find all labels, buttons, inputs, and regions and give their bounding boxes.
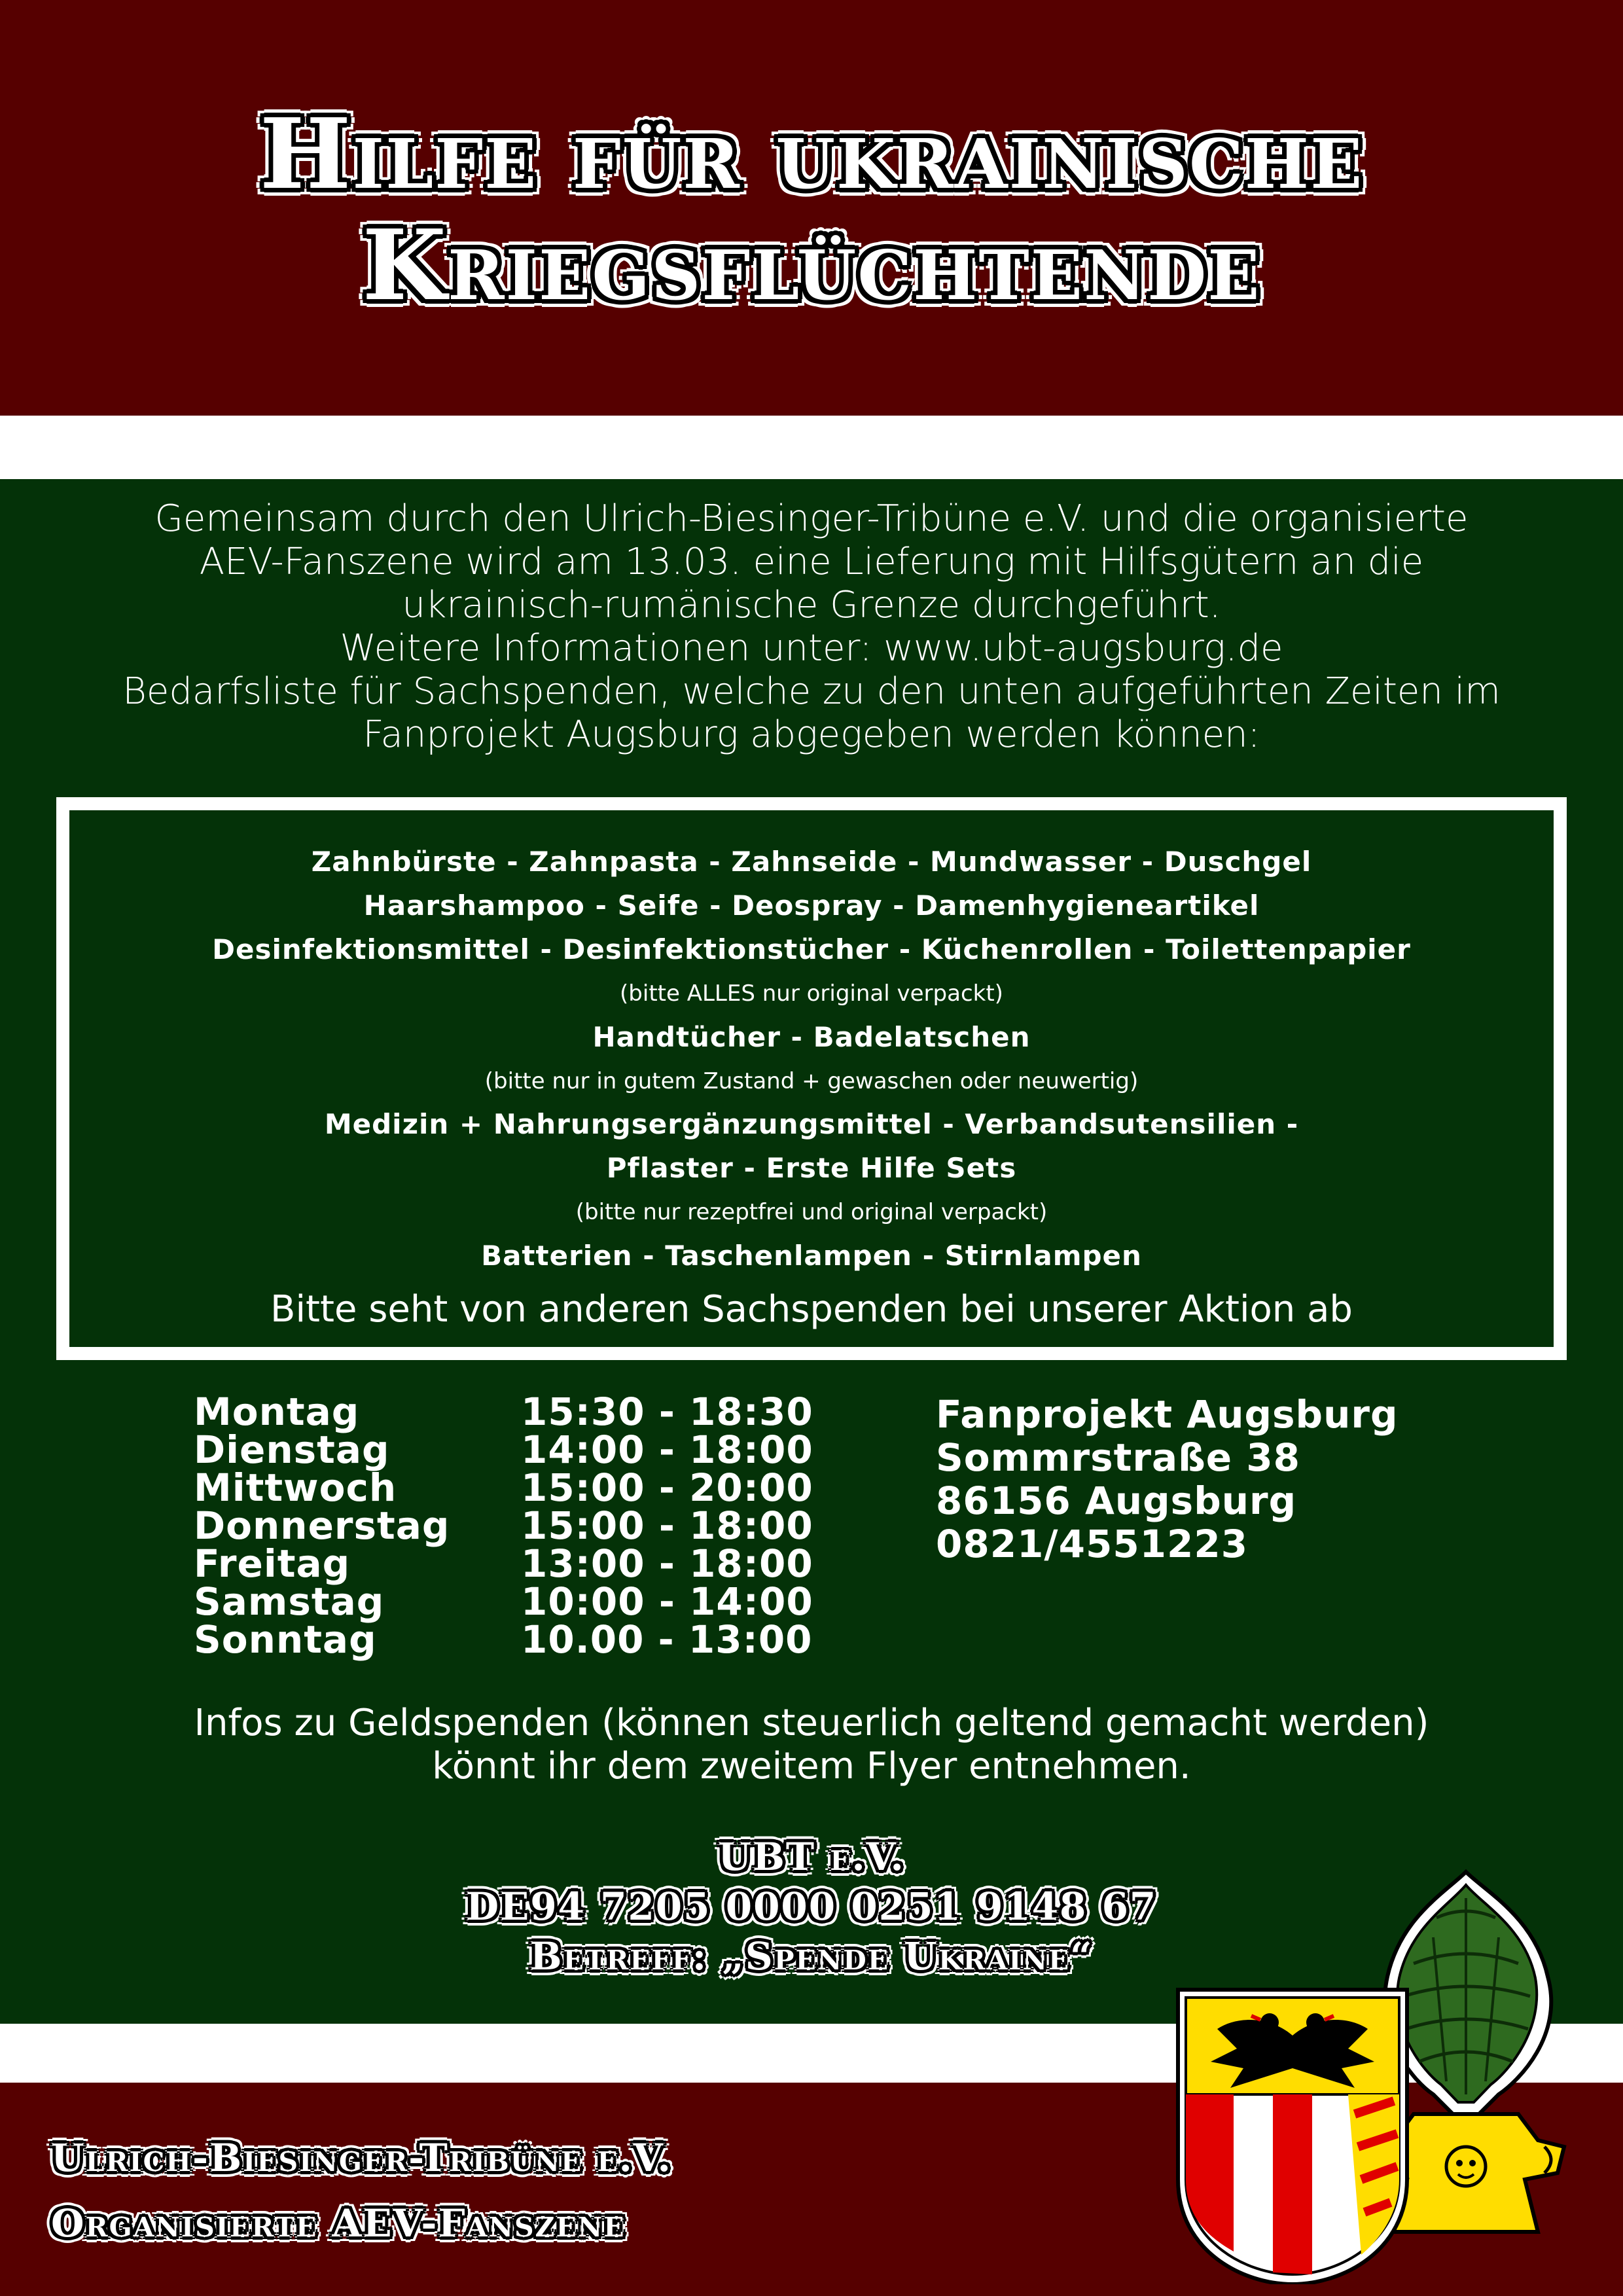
hours-day: Montag — [194, 1390, 360, 1434]
needs-list-line: Desinfektionsmittel - Desinfektionstücher - Küchenrollen - Toilettenpapier — [212, 933, 1411, 965]
address-block — [936, 1393, 1398, 1566]
needs-list-note: (bitte nur rezeptfrei und original verpackt) — [575, 1199, 1048, 1225]
intro-line: ukrainisch-rumänische Grenze durchgeführt. — [402, 584, 1221, 626]
hours-time: 15:00 - 18:00 — [521, 1503, 813, 1548]
hours-time: 14:00 - 18:00 — [521, 1427, 813, 1472]
hours-day: Freitag — [194, 1541, 351, 1586]
address-phone: 0821/4551223 — [936, 1522, 1249, 1566]
address-street: Sommrstraße 38 — [936, 1435, 1301, 1480]
coat-of-arms-emblem — [1171, 1865, 1590, 2284]
pine-cone-icon — [1385, 1872, 1551, 2114]
intro-line: Gemeinsam durch den Ulrich-Biesinger-Tribüne e.V. und die organisierte — [154, 497, 1469, 540]
money-info-line: könnt ihr dem zweitem Flyer entnehmen. — [432, 1745, 1191, 1787]
needs-list-line: Handtücher - Badelatschen — [592, 1021, 1031, 1053]
hours-time: 15:00 - 20:00 — [521, 1465, 813, 1510]
hours-day: Sonntag — [194, 1617, 377, 1662]
needs-list-line: Pflaster - Erste Hilfe Sets — [606, 1152, 1017, 1184]
hours-day: Samstag — [194, 1579, 385, 1624]
hours-time: 15:30 - 18:30 — [521, 1390, 813, 1434]
needs-list-line: Haarshampoo - Seife - Deospray - Damenhygieneartikel — [363, 889, 1260, 922]
needs-list-note: (bitte nur in gutem Zustand + gewaschen oder neuwertig) — [484, 1068, 1139, 1094]
title-line-2: Kriegsflüchtende — [362, 208, 1261, 322]
hours-time: 13:00 - 18:00 — [521, 1541, 813, 1586]
hours-day: Mittwoch — [194, 1465, 397, 1510]
needs-list-line: Medizin + Nahrungsergänzungsmittel - Verbandsutensilien - — [324, 1108, 1299, 1140]
needs-list-note: (bitte ALLES nur original verpackt) — [620, 980, 1003, 1007]
intro-line: Bedarfsliste für Sachspenden, welche zu den unten aufgeführten Zeiten im — [122, 670, 1501, 713]
needs-list-line: Batterien - Taschenlampen - Stirnlampen — [481, 1240, 1142, 1272]
bank-reference: Betreff: „Spende Ukraine“ — [529, 1934, 1094, 1979]
hours-time: 10:00 - 14:00 — [521, 1579, 813, 1624]
money-donation-info — [92, 1702, 1531, 1788]
needs-list-box — [56, 797, 1567, 1360]
intro-line: AEV-Fanszene wird am 13.03. eine Lieferung mit Hilfsgütern an die — [199, 541, 1424, 583]
intro-text — [92, 497, 1531, 757]
address-city: 86156 Augsburg — [936, 1479, 1297, 1523]
hours-day: Donnerstag — [194, 1503, 450, 1548]
address-name: Fanprojekt Augsburg — [936, 1392, 1399, 1437]
title-line-1: Hilfe für ukrainische — [259, 97, 1364, 211]
footer-line-1: Ulrich-Biesinger-Tribüne e.V. — [51, 2136, 672, 2180]
needs-list-line: Zahnbürste - Zahnpasta - Zahnseide - Mundwasser - Duschgel — [311, 846, 1312, 878]
bank-holder: UBT e.V. — [718, 1835, 905, 1879]
intro-line: Weitere Informationen unter: www.ubt-augsburg.de — [340, 627, 1283, 670]
needs-list-closing: Bitte seht von anderen Sachspenden bei unserer Aktion ab — [270, 1288, 1353, 1331]
hours-time: 10.00 - 13:00 — [521, 1617, 813, 1662]
hours-day: Dienstag — [194, 1427, 390, 1472]
money-info-line: Infos zu Geldspenden (können steuerlich geltend gemacht werden) — [194, 1702, 1429, 1744]
intro-line: Fanprojekt Augsburg abgegeben werden können: — [363, 713, 1260, 756]
footer-line-2: Organisierte AEV-Fanszene — [51, 2201, 626, 2246]
shield-icon — [1178, 1990, 1407, 2284]
bank-iban: DE94 7205 0000 0251 9148 67 — [465, 1884, 1158, 1929]
